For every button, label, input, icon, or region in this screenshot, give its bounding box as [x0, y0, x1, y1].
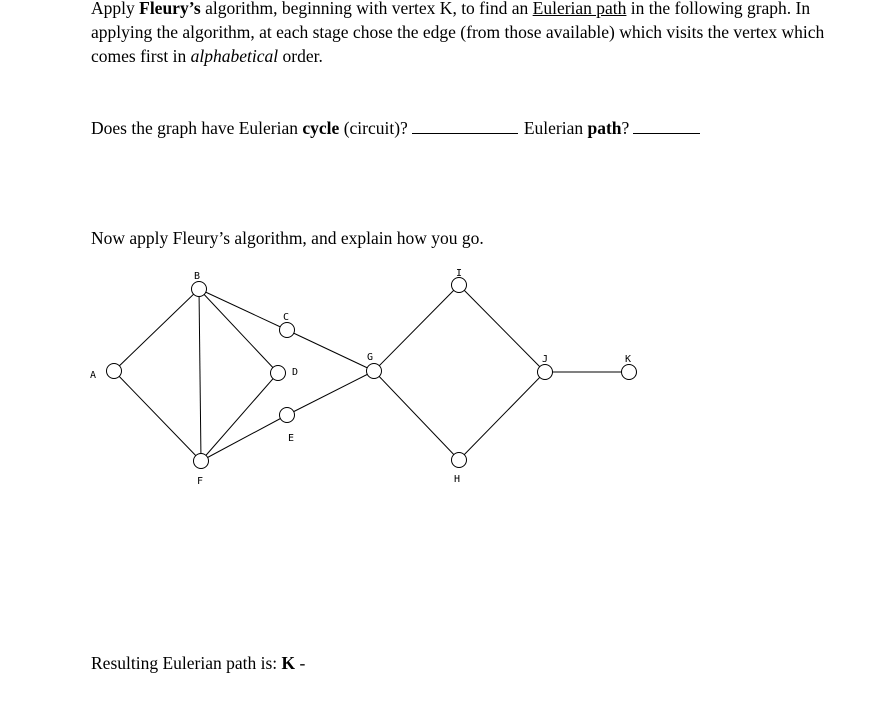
algorithm-name: Fleury’s [139, 0, 201, 18]
intro-text-3: in the following graph. In applying the algorithm, at each stage chose the edge (from those available) which visits the vertex which comes first in [91, 0, 825, 66]
edge-b-c [199, 289, 290, 330]
vertex-label-b: B [194, 271, 201, 282]
cycle-word: cycle [302, 118, 340, 138]
vertex-a [107, 364, 122, 379]
result-label: Resulting Eulerian path is: [91, 653, 282, 673]
instruction-line: Now apply Fleury’s algorithm, and explain how you go. [91, 228, 484, 248]
intro-text-1: Apply [91, 0, 140, 18]
edge-b-d [199, 289, 278, 373]
question-text-3: Eulerian [523, 118, 588, 138]
vertex-k [622, 365, 637, 380]
alphabetical-emphasis: alphabetical [190, 46, 279, 66]
vertex-e [280, 408, 295, 423]
vertex-label-j: J [542, 354, 549, 365]
vertex-label-g: G [367, 352, 374, 363]
vertex-label-e: E [288, 433, 295, 444]
edge-h-j [459, 372, 545, 460]
result-start-vertex: K [281, 653, 296, 673]
edge-c-g [287, 330, 374, 371]
vertex-label-k: K [625, 354, 632, 365]
vertex-label-d: D [292, 367, 299, 378]
vertex-label-i: I [456, 268, 463, 279]
vertex-c [280, 323, 295, 338]
vertex-d [271, 366, 286, 381]
question-text-4: ? [621, 118, 630, 138]
edge-g-h [374, 371, 459, 460]
vertex-h [452, 453, 467, 468]
vertex-f [194, 454, 209, 469]
edge-e-g [287, 371, 374, 415]
edge-a-f [114, 371, 201, 461]
vertex-label-h: H [454, 474, 461, 485]
edge-f-d [201, 373, 278, 461]
vertex-b [192, 282, 207, 297]
result-dash: - [295, 653, 306, 673]
vertex-j [538, 365, 553, 380]
edge-a-b [114, 289, 199, 371]
eulerian-path-term: Eulerian path [532, 0, 627, 18]
edge-f-e [201, 415, 287, 461]
vertex-i [452, 278, 467, 293]
edge-i-j [459, 285, 545, 372]
path-word: path [587, 118, 622, 138]
question-text-1: Does the graph have Eulerian [91, 118, 303, 138]
edge-g-i [374, 285, 459, 371]
vertex-g [367, 364, 382, 379]
result-line [91, 651, 305, 675]
intro-text-4: order. [278, 46, 323, 66]
vertex-label-c: C [283, 312, 290, 323]
intro-text-2: algorithm, beginning with vertex K, to find an [200, 0, 533, 18]
edge-b-f [199, 289, 201, 461]
vertex-label-a: A [90, 370, 97, 381]
question-text-2: (circuit)? [339, 118, 408, 138]
vertex-label-f: F [197, 476, 204, 487]
